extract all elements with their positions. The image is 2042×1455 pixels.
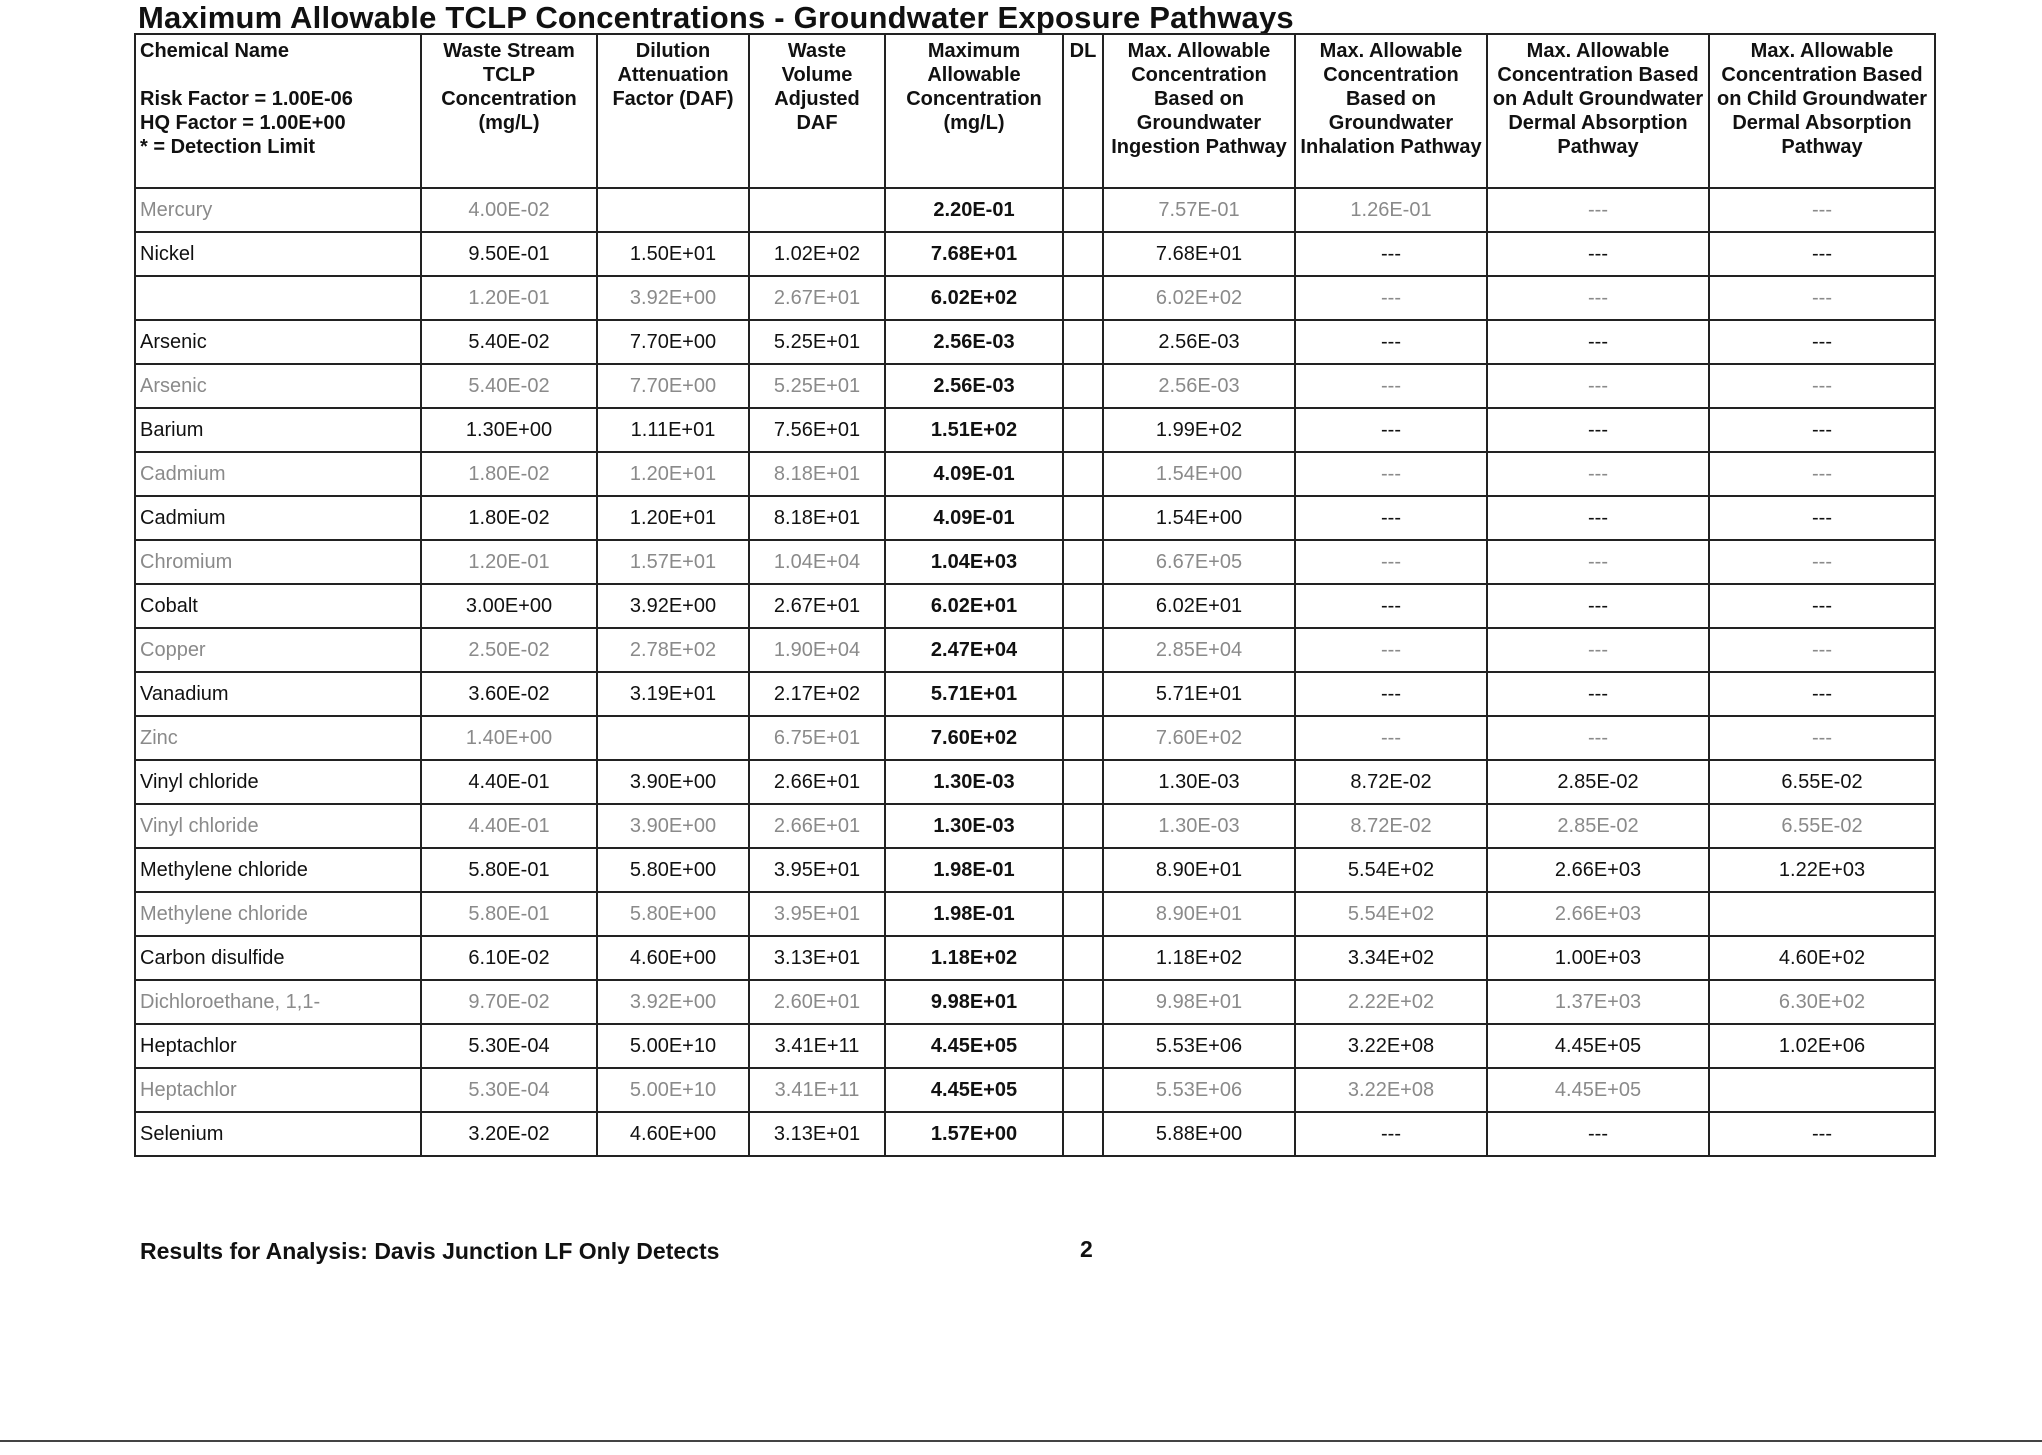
table-row: [135, 716, 1935, 760]
table-cell: 1.04E+03: [885, 540, 1063, 584]
table-cell: 1.18E+02: [885, 936, 1063, 980]
table-cell: 5.71E+01: [1103, 672, 1295, 716]
detection-limit-note: * = Detection Limit: [140, 136, 316, 158]
table-cell: [1063, 496, 1103, 540]
table-cell: 1.98E-01: [885, 892, 1063, 936]
table-cell: 1.20E-01: [421, 540, 597, 584]
table-cell: 3.90E+00: [597, 804, 749, 848]
table-cell: 5.00E+10: [597, 1024, 749, 1068]
table-cell: 7.56E+01: [749, 408, 885, 452]
chemical-name-cell: Carbon disulfide: [135, 936, 421, 980]
table-cell: ---: [1487, 672, 1709, 716]
table-cell: [1709, 1068, 1935, 1112]
table-cell: 1.22E+03: [1709, 848, 1935, 892]
table-cell: 1.30E-03: [885, 804, 1063, 848]
table-cell: 1.37E+03: [1487, 980, 1709, 1024]
tclp-table: [134, 33, 1936, 1157]
table-cell: 1.80E-02: [421, 496, 597, 540]
table-cell: [1063, 1024, 1103, 1068]
table-cell: [1063, 188, 1103, 232]
table-cell: ---: [1487, 628, 1709, 672]
table-row: [135, 584, 1935, 628]
chemical-name-cell: Methylene chloride: [135, 892, 421, 936]
table-cell: 8.72E-02: [1295, 760, 1487, 804]
table-cell: 6.55E-02: [1709, 804, 1935, 848]
table-cell: 5.54E+02: [1295, 848, 1487, 892]
table-cell: 6.02E+01: [1103, 584, 1295, 628]
table-cell: 9.98E+01: [885, 980, 1063, 1024]
table-cell: 5.00E+10: [597, 1068, 749, 1112]
chemical-name-cell: Cadmium: [135, 452, 421, 496]
table-cell: 1.98E-01: [885, 848, 1063, 892]
table-row: [135, 892, 1935, 936]
table-cell: 6.02E+02: [1103, 276, 1295, 320]
table-row: [135, 1024, 1935, 1068]
table-cell: 2.78E+02: [597, 628, 749, 672]
table-cell: 4.40E-01: [421, 760, 597, 804]
table-cell: ---: [1295, 672, 1487, 716]
table-cell: [597, 188, 749, 232]
table-cell: ---: [1487, 188, 1709, 232]
table-cell: ---: [1709, 672, 1935, 716]
table-cell: ---: [1487, 540, 1709, 584]
table-cell: 6.30E+02: [1709, 980, 1935, 1024]
table-cell: 5.40E-02: [421, 320, 597, 364]
table-cell: 2.22E+02: [1295, 980, 1487, 1024]
chemical-name-cell: Heptachlor: [135, 1068, 421, 1112]
table-cell: [1063, 760, 1103, 804]
table-cell: ---: [1295, 716, 1487, 760]
table-row: [135, 848, 1935, 892]
table-cell: ---: [1295, 628, 1487, 672]
table-cell: 9.98E+01: [1103, 980, 1295, 1024]
table-cell: ---: [1295, 276, 1487, 320]
table-cell: ---: [1295, 364, 1487, 408]
table-cell: 1.18E+02: [1103, 936, 1295, 980]
table-cell: [749, 188, 885, 232]
table-cell: [1063, 276, 1103, 320]
table-cell: 3.41E+11: [749, 1068, 885, 1112]
chemical-name-cell: Copper: [135, 628, 421, 672]
table-cell: 2.67E+01: [749, 276, 885, 320]
chemical-name-cell: Nickel: [135, 232, 421, 276]
table-cell: 1.20E+01: [597, 452, 749, 496]
table-cell: 2.50E-02: [421, 628, 597, 672]
table-cell: 1.30E-03: [1103, 804, 1295, 848]
table-cell: ---: [1709, 496, 1935, 540]
chemical-name-cell: Vanadium: [135, 672, 421, 716]
table-cell: ---: [1295, 452, 1487, 496]
table-cell: 9.70E-02: [421, 980, 597, 1024]
table-cell: 4.45E+05: [1487, 1068, 1709, 1112]
table-cell: 7.60E+02: [885, 716, 1063, 760]
table-cell: 5.80E-01: [421, 848, 597, 892]
table-cell: 4.60E+02: [1709, 936, 1935, 980]
table-cell: 3.95E+01: [749, 848, 885, 892]
chemical-name-cell: Chromium: [135, 540, 421, 584]
table-row: [135, 1112, 1935, 1156]
table-cell: 1.02E+06: [1709, 1024, 1935, 1068]
table-cell: ---: [1295, 496, 1487, 540]
column-header: Max. Allowable Concentration Based on Groundwater Inhalation Pathway: [1295, 34, 1487, 188]
table-cell: [1063, 232, 1103, 276]
column-header: Max. Allowable Concentration Based on Child Groundwater Dermal Absorption Pathway: [1709, 34, 1935, 188]
chemical-name-cell: Cobalt: [135, 584, 421, 628]
table-cell: 8.90E+01: [1103, 892, 1295, 936]
table-cell: 2.67E+01: [749, 584, 885, 628]
table-cell: 8.90E+01: [1103, 848, 1295, 892]
table-cell: 3.34E+02: [1295, 936, 1487, 980]
table-cell: ---: [1709, 716, 1935, 760]
table-cell: 1.11E+01: [597, 408, 749, 452]
table-cell: 7.68E+01: [1103, 232, 1295, 276]
table-cell: ---: [1709, 364, 1935, 408]
table-cell: 1.57E+01: [597, 540, 749, 584]
table-cell: 3.60E-02: [421, 672, 597, 716]
table-cell: 7.57E-01: [1103, 188, 1295, 232]
table-cell: ---: [1709, 628, 1935, 672]
table-cell: 1.26E-01: [1295, 188, 1487, 232]
table-cell: 5.25E+01: [749, 364, 885, 408]
table-cell: 1.04E+04: [749, 540, 885, 584]
table-cell: 2.85E-02: [1487, 804, 1709, 848]
table-row: [135, 496, 1935, 540]
table-row: [135, 276, 1935, 320]
table-cell: 3.22E+08: [1295, 1024, 1487, 1068]
table-cell: 1.99E+02: [1103, 408, 1295, 452]
table-cell: [1063, 892, 1103, 936]
table-cell: 1.51E+02: [885, 408, 1063, 452]
chemical-name-cell: Mercury: [135, 188, 421, 232]
chemical-name-cell: Selenium: [135, 1112, 421, 1156]
column-header: Waste Stream TCLP Concentration (mg/L): [421, 34, 597, 188]
table-cell: [1063, 452, 1103, 496]
chemical-name-cell: Cadmium: [135, 496, 421, 540]
table-cell: 3.00E+00: [421, 584, 597, 628]
table-cell: [1063, 628, 1103, 672]
table-cell: ---: [1709, 408, 1935, 452]
table-cell: 4.00E-02: [421, 188, 597, 232]
table-cell: [1709, 892, 1935, 936]
table-cell: 5.80E+00: [597, 892, 749, 936]
table-cell: 6.55E-02: [1709, 760, 1935, 804]
table-cell: ---: [1487, 232, 1709, 276]
table-cell: ---: [1487, 452, 1709, 496]
table-cell: 5.25E+01: [749, 320, 885, 364]
table-cell: ---: [1709, 540, 1935, 584]
table-cell: 1.40E+00: [421, 716, 597, 760]
table-cell: 4.45E+05: [1487, 1024, 1709, 1068]
table-row: [135, 760, 1935, 804]
table-cell: 4.40E-01: [421, 804, 597, 848]
page-number: 2: [1080, 1236, 1093, 1262]
table-cell: 5.40E-02: [421, 364, 597, 408]
table-cell: 5.80E-01: [421, 892, 597, 936]
table-cell: 4.60E+00: [597, 1112, 749, 1156]
table-cell: 4.60E+00: [597, 936, 749, 980]
table-row: [135, 672, 1935, 716]
table-cell: 7.60E+02: [1103, 716, 1295, 760]
table-row: [135, 452, 1935, 496]
chemical-name-cell: Barium: [135, 408, 421, 452]
table-cell: 1.54E+00: [1103, 452, 1295, 496]
chemical-name-cell: Dichloroethane, 1,1-: [135, 980, 421, 1024]
table-cell: ---: [1709, 232, 1935, 276]
chemical-name-cell: Arsenic: [135, 364, 421, 408]
table-cell: [1063, 980, 1103, 1024]
table-row: [135, 232, 1935, 276]
table-header-row: [135, 34, 1935, 188]
table-cell: 6.67E+05: [1103, 540, 1295, 584]
table-cell: 3.13E+01: [749, 936, 885, 980]
table-cell: 2.56E-03: [885, 320, 1063, 364]
table-cell: 4.09E-01: [885, 496, 1063, 540]
table-cell: 5.71E+01: [885, 672, 1063, 716]
chemical-name-cell: [135, 276, 421, 320]
table-cell: 1.80E-02: [421, 452, 597, 496]
table-cell: 1.90E+04: [749, 628, 885, 672]
table-cell: 3.92E+00: [597, 276, 749, 320]
table-cell: 3.90E+00: [597, 760, 749, 804]
table-row: [135, 320, 1935, 364]
table-cell: ---: [1709, 276, 1935, 320]
table-cell: 2.47E+04: [885, 628, 1063, 672]
table-cell: [1063, 1112, 1103, 1156]
table-cell: 1.57E+00: [885, 1112, 1063, 1156]
table-cell: 1.30E-03: [1103, 760, 1295, 804]
table-row: [135, 804, 1935, 848]
table-cell: 5.54E+02: [1295, 892, 1487, 936]
chemical-name-cell: Vinyl chloride: [135, 760, 421, 804]
table-cell: 1.02E+02: [749, 232, 885, 276]
table-cell: 2.56E-03: [1103, 320, 1295, 364]
table-cell: ---: [1295, 232, 1487, 276]
table-cell: 8.72E-02: [1295, 804, 1487, 848]
table-cell: 6.75E+01: [749, 716, 885, 760]
table-cell: 1.20E+01: [597, 496, 749, 540]
table-cell: 8.18E+01: [749, 496, 885, 540]
table-cell: 4.09E-01: [885, 452, 1063, 496]
table-cell: [1063, 1068, 1103, 1112]
table-cell: 6.02E+02: [885, 276, 1063, 320]
table-cell: ---: [1709, 452, 1935, 496]
column-header: Maximum Allowable Concentration (mg/L): [885, 34, 1063, 188]
table-row: [135, 364, 1935, 408]
table-cell: [1063, 320, 1103, 364]
table-cell: [1063, 716, 1103, 760]
table-cell: ---: [1487, 364, 1709, 408]
table-cell: 5.88E+00: [1103, 1112, 1295, 1156]
table-cell: [1063, 540, 1103, 584]
table-cell: ---: [1709, 320, 1935, 364]
chemical-name-header: [135, 34, 421, 188]
table-cell: 4.45E+05: [885, 1024, 1063, 1068]
risk-factor-note: Risk Factor = 1.00E-06: [140, 88, 353, 110]
column-header: DL: [1063, 34, 1103, 188]
table-cell: ---: [1295, 320, 1487, 364]
table-cell: 8.18E+01: [749, 452, 885, 496]
table-row: [135, 540, 1935, 584]
table-cell: 5.53E+06: [1103, 1068, 1295, 1112]
table-cell: 2.66E+01: [749, 760, 885, 804]
table-cell: 2.85E+04: [1103, 628, 1295, 672]
table-cell: [1063, 936, 1103, 980]
table-cell: [1063, 804, 1103, 848]
table-cell: 1.00E+03: [1487, 936, 1709, 980]
table-cell: 5.30E-04: [421, 1024, 597, 1068]
table-cell: 9.50E-01: [421, 232, 597, 276]
table-cell: 2.56E-03: [1103, 364, 1295, 408]
table-cell: 3.92E+00: [597, 584, 749, 628]
table-cell: [1063, 672, 1103, 716]
table-cell: ---: [1487, 716, 1709, 760]
table-body: [135, 188, 1935, 1156]
table-cell: ---: [1295, 408, 1487, 452]
table-cell: ---: [1487, 276, 1709, 320]
chemical-name-title: Chemical Name: [140, 40, 289, 62]
table-cell: [1063, 848, 1103, 892]
hq-factor-note: HQ Factor = 1.00E+00: [140, 112, 346, 134]
table-cell: 7.68E+01: [885, 232, 1063, 276]
table-cell: 1.50E+01: [597, 232, 749, 276]
column-header: Max. Allowable Concentration Based on Groundwater Ingestion Pathway: [1103, 34, 1295, 188]
table-cell: 2.66E+03: [1487, 892, 1709, 936]
table-cell: 3.13E+01: [749, 1112, 885, 1156]
table-cell: ---: [1487, 320, 1709, 364]
table-cell: 3.22E+08: [1295, 1068, 1487, 1112]
table-cell: 2.56E-03: [885, 364, 1063, 408]
table-cell: 7.70E+00: [597, 320, 749, 364]
table-cell: [1063, 584, 1103, 628]
table-cell: 3.19E+01: [597, 672, 749, 716]
column-header: Waste Volume Adjusted DAF: [749, 34, 885, 188]
table-cell: 1.30E-03: [885, 760, 1063, 804]
table-cell: ---: [1487, 408, 1709, 452]
table-cell: ---: [1487, 1112, 1709, 1156]
table-cell: 3.20E-02: [421, 1112, 597, 1156]
document-title: Maximum Allowable TCLP Concentrations - Groundwater Exposure Pathways: [138, 0, 1294, 35]
table-cell: 2.17E+02: [749, 672, 885, 716]
table-cell: 5.80E+00: [597, 848, 749, 892]
table-row: [135, 188, 1935, 232]
table-cell: 1.54E+00: [1103, 496, 1295, 540]
table-cell: ---: [1295, 1112, 1487, 1156]
table-cell: 3.41E+11: [749, 1024, 885, 1068]
table-cell: ---: [1709, 188, 1935, 232]
table-cell: ---: [1295, 584, 1487, 628]
table-cell: [597, 716, 749, 760]
chemical-name-cell: Arsenic: [135, 320, 421, 364]
table-cell: 5.30E-04: [421, 1068, 597, 1112]
table-cell: 5.53E+06: [1103, 1024, 1295, 1068]
table-cell: 4.45E+05: [885, 1068, 1063, 1112]
table-cell: 1.30E+00: [421, 408, 597, 452]
table-cell: 3.95E+01: [749, 892, 885, 936]
table-cell: [1063, 364, 1103, 408]
table-cell: 6.02E+01: [885, 584, 1063, 628]
bottom-divider: [0, 1440, 2042, 1442]
chemical-name-cell: Vinyl chloride: [135, 804, 421, 848]
table-cell: ---: [1487, 496, 1709, 540]
results-label: Results for Analysis: Davis Junction LF Only Detects: [140, 1238, 720, 1264]
table-cell: 7.70E+00: [597, 364, 749, 408]
table-cell: 2.85E-02: [1487, 760, 1709, 804]
table-row: [135, 1068, 1935, 1112]
table-cell: 2.66E+03: [1487, 848, 1709, 892]
table-cell: [1063, 408, 1103, 452]
chemical-name-cell: Zinc: [135, 716, 421, 760]
column-header: Dilution Attenuation Factor (DAF): [597, 34, 749, 188]
table-cell: ---: [1295, 540, 1487, 584]
table-row: [135, 628, 1935, 672]
chemical-name-cell: Methylene chloride: [135, 848, 421, 892]
table-cell: ---: [1487, 584, 1709, 628]
table-row: [135, 408, 1935, 452]
table-cell: 2.20E-01: [885, 188, 1063, 232]
table-cell: ---: [1709, 1112, 1935, 1156]
table-row: [135, 936, 1935, 980]
table-row: [135, 980, 1935, 1024]
column-header: Max. Allowable Concentration Based on Adult Groundwater Dermal Absorption Pathway: [1487, 34, 1709, 188]
table-cell: 3.92E+00: [597, 980, 749, 1024]
table-cell: 6.10E-02: [421, 936, 597, 980]
chemical-name-cell: Heptachlor: [135, 1024, 421, 1068]
table-cell: 1.20E-01: [421, 276, 597, 320]
table-cell: 2.66E+01: [749, 804, 885, 848]
table-cell: 2.60E+01: [749, 980, 885, 1024]
table-cell: ---: [1709, 584, 1935, 628]
